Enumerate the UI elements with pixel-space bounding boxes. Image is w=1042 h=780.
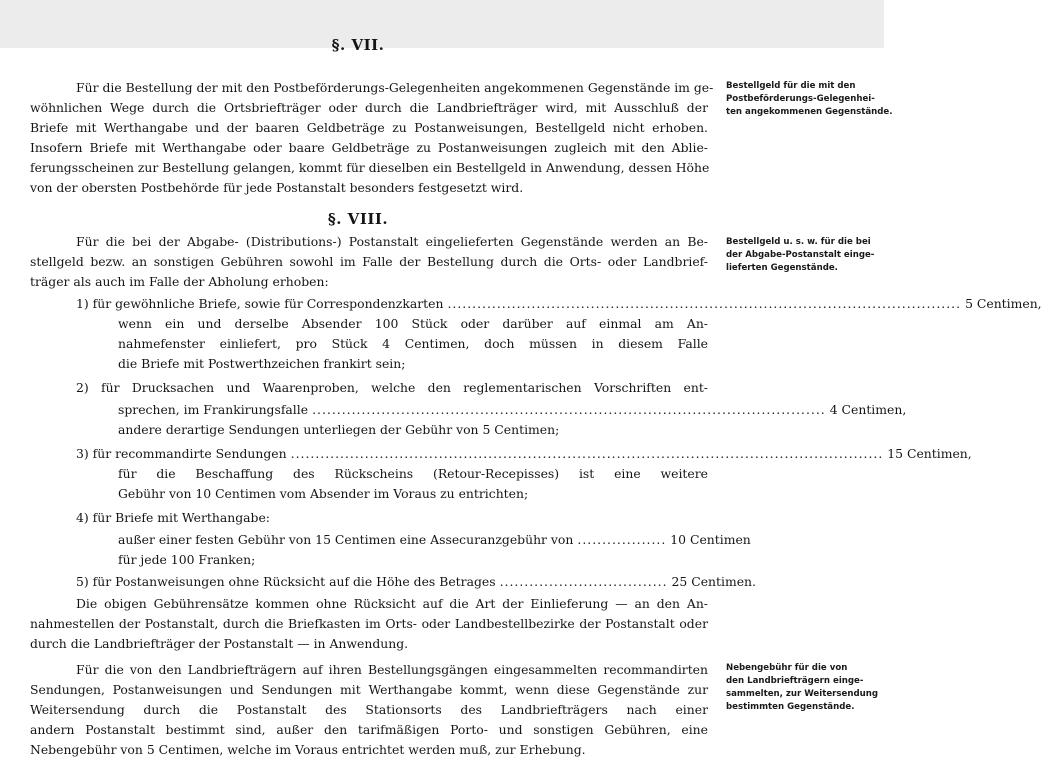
sec7-line-6: von der obersten Postbehörde für jede Postanstalt besonders festgesetzt wird. bbox=[30, 180, 524, 195]
margin-note-line: bestimmten Gegenstände. bbox=[726, 702, 855, 712]
final-margin-note bbox=[726, 662, 876, 714]
leader-dots: .................. bbox=[577, 532, 667, 547]
sec8-intro-2: stellgeld bezw. an sonstigen Gebühren sowohl im Falle der Bestellung durch die Orts- oder Landbrief- bbox=[30, 254, 708, 269]
tariff-item-3-cont: Gebühr von 10 Centimen vom Absender im Voraus zu entrichten; bbox=[118, 486, 529, 501]
final-line-3: Weitersendung durch die Postanstalt des Stationsorts des Landbriefträgers nach einer bbox=[30, 702, 708, 717]
tariff-item-label: 3) für recommandirte Sendungen bbox=[76, 446, 287, 461]
margin-note-line: ten angekommenen Gegenstände. bbox=[726, 107, 893, 117]
sec7-line-3: Briefe mit Werthangabe und der baaren Geldbeträge zu Postanweisungen, Bestellgeld nicht erhoben. bbox=[30, 120, 708, 135]
section-8-heading: §. VIII. bbox=[327, 210, 389, 228]
leader-dots: ........................................................................................................................ bbox=[290, 446, 884, 461]
tariff-item-1-cont: die Briefe mit Postwerthzeichen frankirt sein; bbox=[118, 356, 406, 371]
tariff-item-3-cont: für die Beschaffung des Rückscheins (Retour-Recepisses) ist eine weitere bbox=[118, 466, 708, 481]
tariff-item-1-cont: nahmefenster einliefert, pro Stück 4 Centimen, doch müssen in diesem Falle bbox=[118, 336, 708, 351]
tariff-item-amount: 5 Centimen, bbox=[965, 296, 1042, 311]
leader-dots: ........................................................................................................ bbox=[447, 296, 962, 311]
tariff-item-1-cont: wenn ein und derselbe Absender 100 Stück oder darüber auf einmal am An- bbox=[118, 316, 708, 331]
final-line-4: andern Postanstalt bestimmt sind, außer den tarifmäßigen Porto- und sonstigen Gebühren, eine bbox=[30, 722, 708, 737]
tariff-item-4-amount-line bbox=[118, 530, 751, 550]
sec8-closing-2: nahmestellen der Postanstalt, durch die Briefkasten im Orts- oder Landbestellbezirke der Postanstalt oder bbox=[30, 616, 708, 631]
tariff-item-4-cont: für jede 100 Franken; bbox=[118, 552, 256, 567]
tariff-item-label: außer einer festen Gebühr von 15 Centimen eine Assecuranzgebühr von bbox=[118, 532, 574, 547]
tariff-item-amount: 10 Centimen bbox=[670, 532, 751, 547]
sec8-closing-1: Die obigen Gebührensätze kommen ohne Rücksicht auf die Art der Einlieferung — an den An- bbox=[76, 596, 708, 611]
margin-note-line: sammelten, zur Weitersendung bbox=[726, 689, 878, 699]
margin-note-line: den Landbriefträgern einge- bbox=[726, 676, 864, 686]
tariff-item-label: 1) für gewöhnliche Briefe, sowie für Correspondenzkarten bbox=[76, 296, 444, 311]
margin-note-line: Bestellgeld für die mit den bbox=[726, 81, 856, 91]
final-line-2: Sendungen, Postanweisungen und Sendungen mit Werthangabe kommt, wenn diese Gegenstände zur bbox=[30, 682, 708, 697]
sec8-intro-1: Für die bei der Abgabe- (Distributions-) Postanstalt eingelieferten Gegenstände werden an Be- bbox=[76, 234, 708, 249]
final-line-1: Für die von den Landbriefträgern auf ihren Bestellungsgängen eingesammelten recommandirten bbox=[76, 662, 708, 677]
tariff-item-amount: 25 Centimen. bbox=[671, 574, 756, 589]
sec8-margin-note bbox=[726, 236, 876, 275]
sec7-line-1: Für die Bestellung der mit den Postbeförderungs-Gelegenheiten angekommenen Gegenstände im ge- bbox=[76, 80, 714, 95]
margin-note-line: der Abgabe-Postanstalt einge- bbox=[726, 250, 875, 260]
margin-note-line: Postbeförderungs-Gelegenhei- bbox=[726, 94, 875, 104]
tariff-item-1 bbox=[76, 294, 1042, 314]
margin-note-line: lieferten Gegenstände. bbox=[726, 263, 838, 273]
tariff-item-amount: 15 Centimen, bbox=[887, 446, 972, 461]
tariff-item-3 bbox=[76, 444, 972, 464]
leader-dots: .................................. bbox=[499, 574, 668, 589]
sec7-line-5: ferungsscheinen zur Bestellung gelangen, kommt für dieselben ein Bestellgeld in Anwendung, dessen Höhe bbox=[30, 160, 710, 175]
sec7-line-2: wöhnlichen Wege durch die Ortsbriefträger oder durch die Landbriefträger wird, mit Ausschluß der bbox=[30, 100, 708, 115]
tariff-item-label: sprechen, im Frankirungsfalle bbox=[118, 402, 309, 417]
margin-note-line: Nebengebühr für die von bbox=[726, 663, 848, 673]
leader-dots: ........................................................................................................ bbox=[312, 402, 826, 417]
tariff-item-5 bbox=[76, 572, 756, 592]
margin-note-line: Bestellgeld u. s. w. für die bei bbox=[726, 237, 871, 247]
sec7-margin-note bbox=[726, 80, 893, 119]
tariff-item-2-amount-line bbox=[118, 400, 907, 420]
sec8-closing-3: durch die Landbriefträger der Postanstalt — in Anwendung. bbox=[30, 636, 409, 651]
tariff-item-amount: 4 Centimen, bbox=[829, 402, 907, 417]
section-7-heading: §. VII. bbox=[331, 36, 385, 54]
tariff-item-2: 2) für Drucksachen und Waarenproben, welche den reglementarischen Vorschriften ent- bbox=[76, 380, 708, 395]
tariff-item-2-cont: andere derartige Sendungen unterliegen der Gebühr von 5 Centimen; bbox=[118, 422, 560, 437]
tariff-item-4: 4) für Briefe mit Werthangabe: bbox=[76, 510, 270, 525]
sec8-intro-3: träger als auch im Falle der Abholung erhoben: bbox=[30, 274, 329, 289]
tariff-item-label: 5) für Postanweisungen ohne Rücksicht auf die Höhe des Betrages bbox=[76, 574, 496, 589]
sec7-line-4: Insofern Briefe mit Werthangabe oder baare Geldbeträge zu Postanweisungen zugleich mit den Ablie- bbox=[30, 140, 708, 155]
final-line-5: Nebengebühr von 5 Centimen, welche im Voraus entrichtet werden muß, zur Erhebung. bbox=[30, 742, 586, 757]
